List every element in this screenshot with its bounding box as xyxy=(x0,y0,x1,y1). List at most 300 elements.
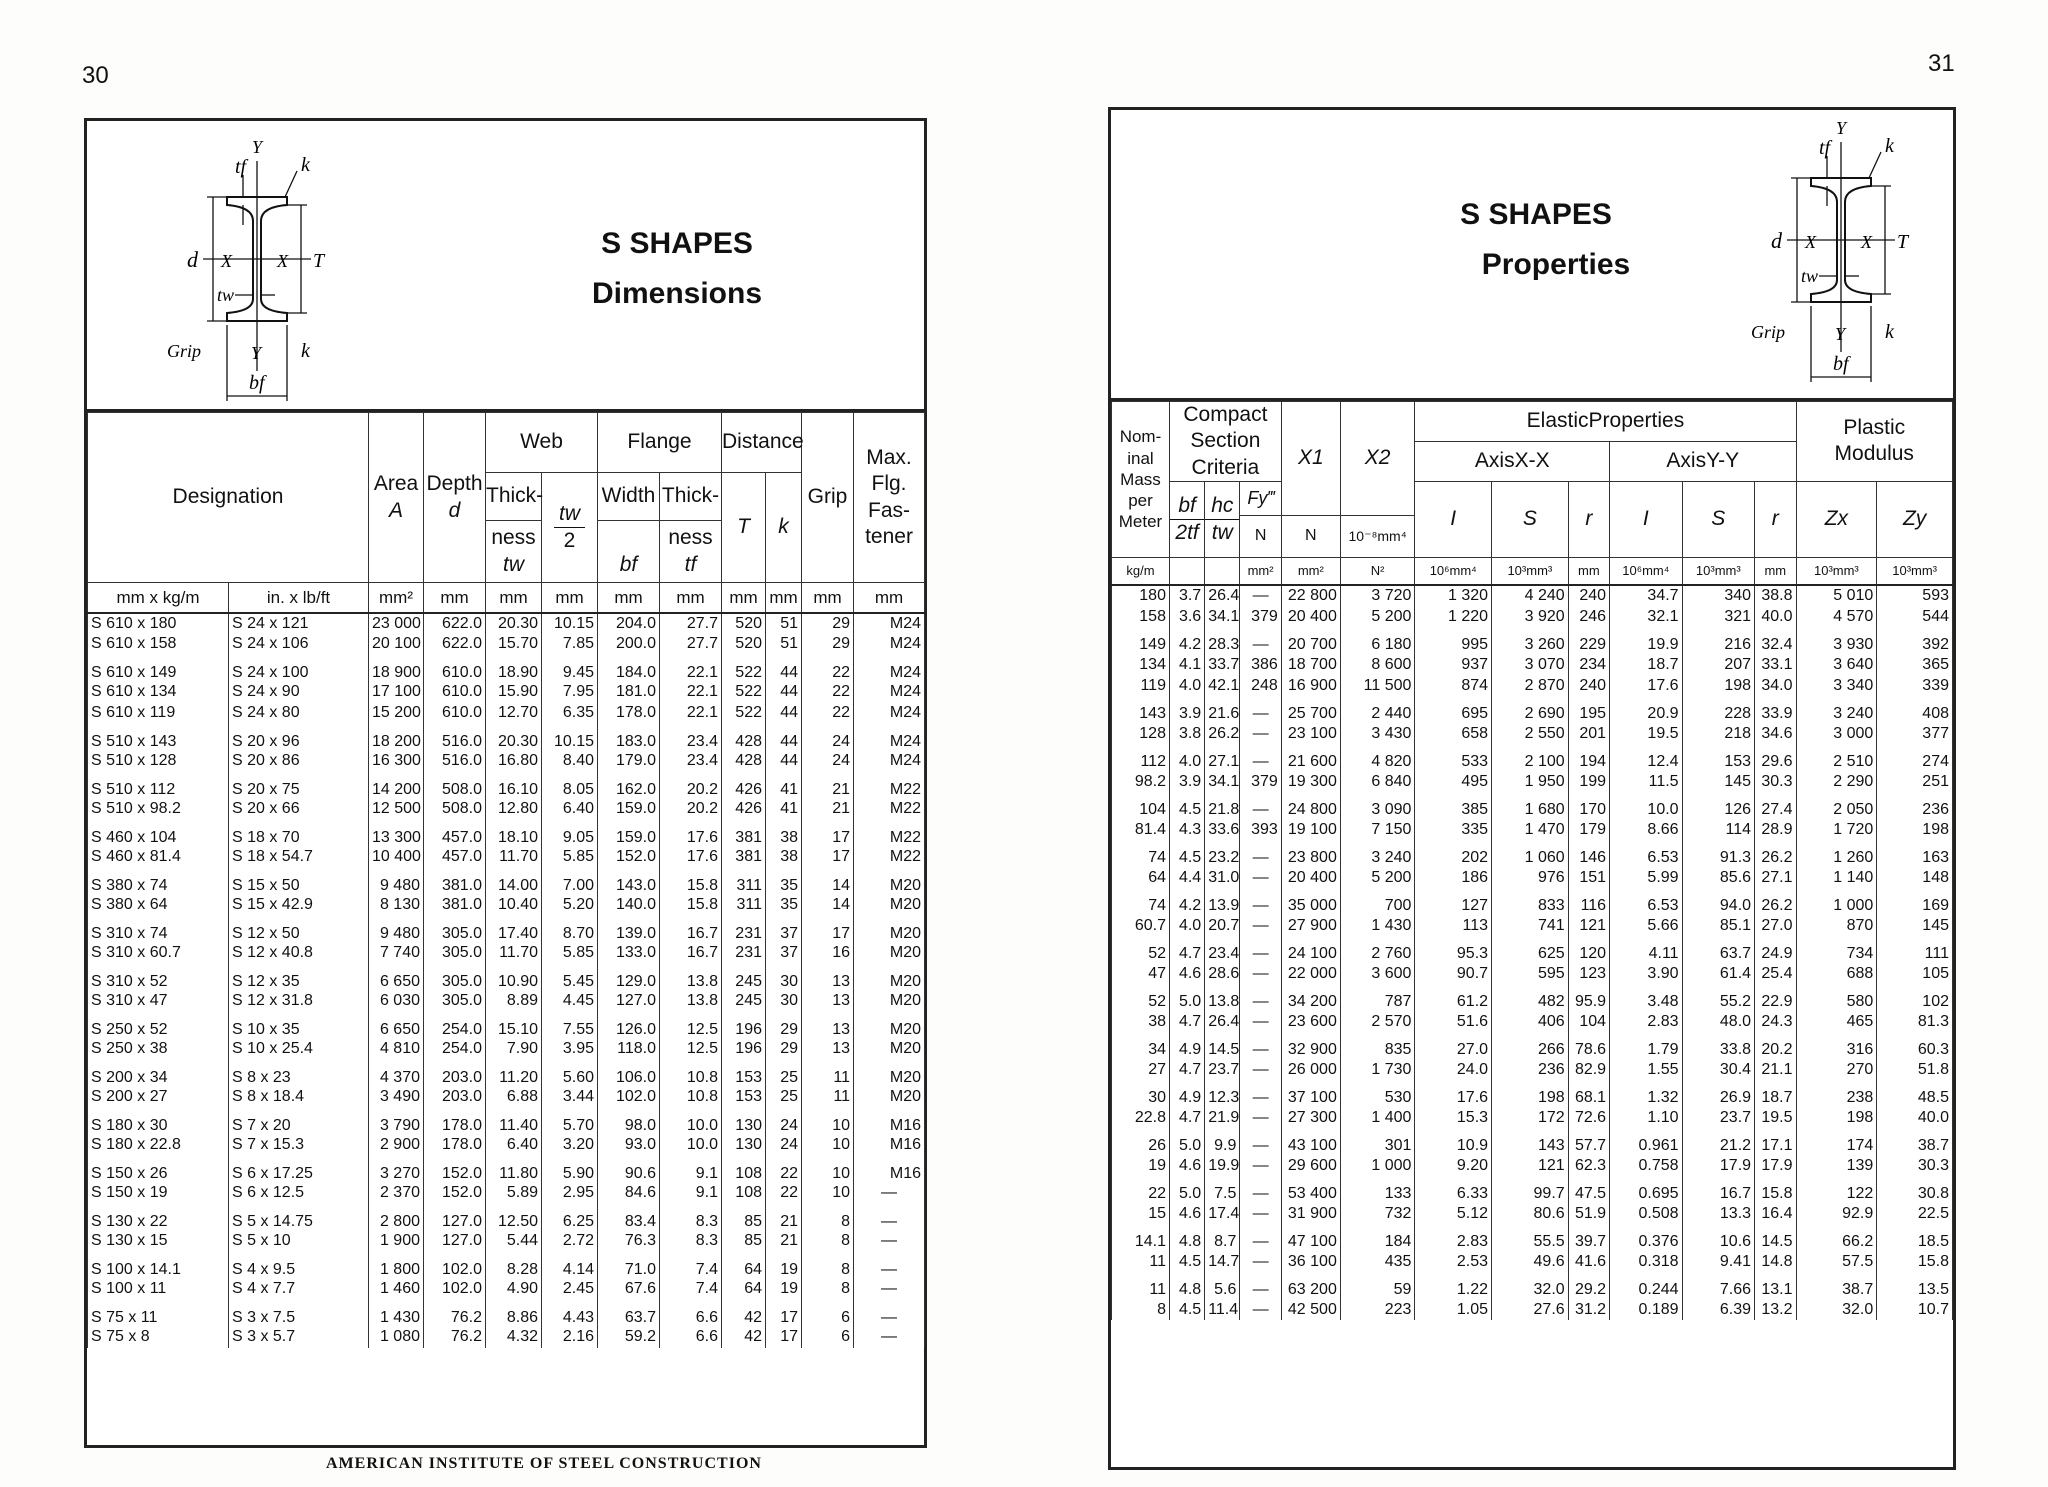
table-cell: — xyxy=(1240,744,1281,771)
table-cell: 102.0 xyxy=(424,1279,486,1300)
table-cell: 4.6 xyxy=(1169,1155,1204,1176)
table-cell: 533 xyxy=(1415,744,1492,771)
col-group-plastic: Plastic Modulus xyxy=(1796,402,1953,482)
table-cell: 305.0 xyxy=(424,991,486,1012)
table-cell: 129.0 xyxy=(598,964,660,991)
table-cell: 85 xyxy=(722,1231,766,1252)
col-axis-y-I: I xyxy=(1610,481,1682,557)
table-row xyxy=(88,799,925,820)
table-row xyxy=(1112,1155,1953,1176)
table-cell: 29 xyxy=(802,613,854,634)
table-cell: 40.0 xyxy=(1755,606,1796,627)
table-cell: 508.0 xyxy=(424,799,486,820)
table-cell: — xyxy=(1240,1128,1281,1155)
table-cell: 688 xyxy=(1796,963,1877,984)
table-cell: 67.6 xyxy=(598,1279,660,1300)
table-cell: 17 xyxy=(766,1300,802,1327)
table-cell: 33.8 xyxy=(1682,1032,1754,1059)
table-cell: 17 xyxy=(802,847,854,868)
table-row xyxy=(88,1108,925,1135)
table-row xyxy=(88,655,925,682)
table-cell: 74 xyxy=(1112,840,1170,867)
table-cell: S 10 x 35 xyxy=(229,1012,369,1039)
table-cell: S 24 x 90 xyxy=(229,682,369,703)
properties-header xyxy=(1111,110,1953,401)
table-cell: — xyxy=(854,1279,925,1300)
table-row xyxy=(1112,963,1953,984)
table-cell: 26 000 xyxy=(1281,1059,1340,1080)
page-number-right: 31 xyxy=(1928,50,1955,77)
table-cell: 85.6 xyxy=(1682,867,1754,888)
table-cell: 17.6 xyxy=(1610,675,1682,696)
table-cell: 194 xyxy=(1568,744,1609,771)
table-cell: 3 240 xyxy=(1796,696,1877,723)
table-cell: 4.5 xyxy=(1169,1251,1204,1272)
table-cell: 20 400 xyxy=(1281,606,1340,627)
table-cell: 8 xyxy=(802,1231,854,1252)
table-cell: 179 xyxy=(1568,819,1609,840)
table-cell: 57.5 xyxy=(1796,1251,1877,1272)
table-cell: 20.30 xyxy=(486,724,542,751)
table-cell: M20 xyxy=(854,895,925,916)
table-cell: 741 xyxy=(1492,915,1569,936)
table-cell: 126 xyxy=(1682,792,1754,819)
table-cell: 13.1 xyxy=(1755,1272,1796,1299)
table-row xyxy=(88,1204,925,1231)
table-cell: 4.7 xyxy=(1169,936,1204,963)
table-row xyxy=(1112,1299,1953,1320)
table-cell: 178.0 xyxy=(424,1108,486,1135)
table-cell: 20 100 xyxy=(369,634,424,655)
table-cell: 184.0 xyxy=(598,655,660,682)
table-cell: 92.9 xyxy=(1796,1203,1877,1224)
table-cell: 6 030 xyxy=(369,991,424,1012)
table-cell: 6.53 xyxy=(1610,888,1682,915)
table-cell: 522 xyxy=(722,682,766,703)
table-cell: 128 xyxy=(1112,723,1170,744)
table-row xyxy=(88,1279,925,1300)
table-cell: 580 xyxy=(1796,984,1877,1011)
table-cell: 520 xyxy=(722,613,766,634)
table-cell: S 12 x 35 xyxy=(229,964,369,991)
table-cell: 81.4 xyxy=(1112,819,1170,840)
table-cell: 19 xyxy=(1112,1155,1170,1176)
table-row xyxy=(88,1300,925,1327)
table-cell: 203.0 xyxy=(424,1060,486,1087)
table-cell: 78.6 xyxy=(1568,1032,1609,1059)
table-cell: S 460 x 81.4 xyxy=(88,847,229,868)
table-cell: 139.0 xyxy=(598,916,660,943)
table-cell: 153 xyxy=(722,1060,766,1087)
table-cell: 379 xyxy=(1240,606,1281,627)
table-cell: 311 xyxy=(722,895,766,916)
table-cell: S 510 x 143 xyxy=(88,724,229,751)
table-cell: — xyxy=(1240,1251,1281,1272)
table-cell: 16.7 xyxy=(660,916,722,943)
table-cell: 7.95 xyxy=(542,682,598,703)
table-cell: 13 300 xyxy=(369,820,424,847)
table-cell: 386 xyxy=(1240,654,1281,675)
table-cell: 24 xyxy=(766,1108,802,1135)
table-cell: 143 xyxy=(1112,696,1170,723)
table-cell: 1 140 xyxy=(1796,867,1877,888)
table-cell: 159.0 xyxy=(598,820,660,847)
table-cell: 19.5 xyxy=(1610,723,1682,744)
table-cell: 1 460 xyxy=(369,1279,424,1300)
table-cell: 145 xyxy=(1682,771,1754,792)
table-cell: S 12 x 40.8 xyxy=(229,943,369,964)
table-cell: 37 xyxy=(766,943,802,964)
table-cell: 6.25 xyxy=(542,1204,598,1231)
table-cell: 3 930 xyxy=(1796,627,1877,654)
table-row xyxy=(1112,792,1953,819)
table-cell: 1 400 xyxy=(1340,1107,1415,1128)
table-cell: S 610 x 158 xyxy=(88,634,229,655)
table-cell: 195 xyxy=(1568,696,1609,723)
table-cell: 8.89 xyxy=(486,991,542,1012)
table-cell: 10 xyxy=(802,1135,854,1156)
table-cell: 33.7 xyxy=(1205,654,1240,675)
col-grip: Grip xyxy=(802,413,854,583)
table-cell: 62.3 xyxy=(1568,1155,1609,1176)
table-cell: 18.10 xyxy=(486,820,542,847)
table-cell: 23.4 xyxy=(660,724,722,751)
table-cell: 13.3 xyxy=(1682,1203,1754,1224)
table-cell: — xyxy=(1240,1080,1281,1107)
dim-unit-7: mm xyxy=(660,583,722,613)
col-axis-y-S: S xyxy=(1682,481,1754,557)
dim-unit-4: mm xyxy=(486,583,542,613)
table-cell: 4.90 xyxy=(486,1279,542,1300)
table-cell: 622.0 xyxy=(424,634,486,655)
table-cell: 41.6 xyxy=(1568,1251,1609,1272)
table-cell: 12.3 xyxy=(1205,1080,1240,1107)
table-row xyxy=(1112,771,1953,792)
table-cell: 27 300 xyxy=(1281,1107,1340,1128)
table-row xyxy=(1112,819,1953,840)
col-x1: X1 xyxy=(1281,402,1340,516)
table-cell: 5.70 xyxy=(542,1108,598,1135)
table-cell: 5.85 xyxy=(542,943,598,964)
table-cell: 234 xyxy=(1568,654,1609,675)
table-cell: 3 090 xyxy=(1340,792,1415,819)
table-cell: 4.2 xyxy=(1169,888,1204,915)
table-cell: 10.8 xyxy=(660,1087,722,1108)
table-cell: 27.7 xyxy=(660,634,722,655)
table-cell: M24 xyxy=(854,751,925,772)
table-row xyxy=(88,613,925,634)
table-cell: 4.5 xyxy=(1169,840,1204,867)
table-row xyxy=(88,1327,925,1348)
table-cell: 530 xyxy=(1340,1080,1415,1107)
table-cell: 7.66 xyxy=(1682,1272,1754,1299)
table-cell: 7.4 xyxy=(660,1252,722,1279)
table-cell: S 130 x 22 xyxy=(88,1204,229,1231)
table-cell: 6 xyxy=(802,1300,854,1327)
table-cell: 392 xyxy=(1877,627,1953,654)
table-cell: 29 xyxy=(766,1039,802,1060)
table-cell: 10.90 xyxy=(486,964,542,991)
table-cell: 33.6 xyxy=(1205,819,1240,840)
dimensions-table xyxy=(87,412,925,1348)
table-cell: 120 xyxy=(1568,936,1609,963)
prop-unit-1 xyxy=(1169,557,1204,585)
table-cell: 2.16 xyxy=(542,1327,598,1348)
table-cell: 5.6 xyxy=(1205,1272,1240,1299)
table-cell: 228 xyxy=(1682,696,1754,723)
table-cell: 6 840 xyxy=(1340,771,1415,792)
diagram-label-grip: Grip xyxy=(1751,322,1786,342)
table-cell: 23.2 xyxy=(1205,840,1240,867)
table-cell: 7.00 xyxy=(542,868,598,895)
table-cell: M20 xyxy=(854,943,925,964)
table-cell: 10.15 xyxy=(542,724,598,751)
table-cell: S 24 x 106 xyxy=(229,634,369,655)
table-cell: 8 600 xyxy=(1340,654,1415,675)
diagram-label-t: T xyxy=(1897,231,1909,253)
table-cell: 2 050 xyxy=(1796,792,1877,819)
table-cell: S 610 x 180 xyxy=(88,613,229,634)
table-cell: S 75 x 11 xyxy=(88,1300,229,1327)
table-cell: 95.9 xyxy=(1568,984,1609,1011)
col-hc-tw: hc tw xyxy=(1205,481,1240,557)
table-cell: 39.7 xyxy=(1568,1224,1609,1251)
table-cell: 2.72 xyxy=(542,1231,598,1252)
dim-unit-8: mm xyxy=(722,583,766,613)
table-cell: 4.3 xyxy=(1169,819,1204,840)
diagram-label-x-right: X xyxy=(277,251,288,271)
table-cell: 22 xyxy=(766,1183,802,1204)
table-cell: 19 xyxy=(766,1279,802,1300)
table-cell: 6 650 xyxy=(369,1012,424,1039)
diagram-label-y-top: Y xyxy=(1836,118,1847,138)
table-cell: S 200 x 27 xyxy=(88,1087,229,1108)
table-cell: 29 xyxy=(802,634,854,655)
table-cell: 9.1 xyxy=(660,1156,722,1183)
table-cell: 10.15 xyxy=(542,613,598,634)
table-cell: 24 xyxy=(766,1135,802,1156)
table-cell: 305.0 xyxy=(424,943,486,964)
table-cell: 305.0 xyxy=(424,964,486,991)
diagram-label-d: d xyxy=(187,247,198,272)
table-cell: S 3 x 5.7 xyxy=(229,1327,369,1348)
table-cell: 17.6 xyxy=(1415,1080,1492,1107)
table-cell: M22 xyxy=(854,772,925,799)
table-cell: 27.1 xyxy=(1755,867,1796,888)
table-cell: 0.758 xyxy=(1610,1155,1682,1176)
table-cell: 11.70 xyxy=(486,943,542,964)
table-cell: 44 xyxy=(766,724,802,751)
table-cell: 14.00 xyxy=(486,868,542,895)
table-cell: 57.7 xyxy=(1568,1128,1609,1155)
table-cell: 4.0 xyxy=(1169,915,1204,936)
table-cell: 15.70 xyxy=(486,634,542,655)
table-cell: 8.86 xyxy=(486,1300,542,1327)
table-cell: 32.0 xyxy=(1492,1272,1569,1299)
table-cell: 98.0 xyxy=(598,1108,660,1135)
diagram-label-k-top: k xyxy=(301,154,310,176)
col-flange-width-2: bf xyxy=(598,521,660,583)
table-cell: 6.40 xyxy=(542,799,598,820)
table-cell: 248 xyxy=(1240,675,1281,696)
table-cell: 12.5 xyxy=(660,1012,722,1039)
table-cell: 21.8 xyxy=(1205,792,1240,819)
table-row xyxy=(88,682,925,703)
table-cell: 1 320 xyxy=(1415,585,1492,606)
table-cell: 184 xyxy=(1340,1224,1415,1251)
table-cell: 111 xyxy=(1877,936,1953,963)
table-cell: 457.0 xyxy=(424,820,486,847)
table-cell: 152.0 xyxy=(424,1183,486,1204)
table-cell: 218 xyxy=(1682,723,1754,744)
table-cell: M22 xyxy=(854,799,925,820)
table-cell: 5.60 xyxy=(542,1060,598,1087)
table-cell: 9.41 xyxy=(1682,1251,1754,1272)
table-cell: 17 xyxy=(802,820,854,847)
table-cell: 1 220 xyxy=(1415,606,1492,627)
page-title-left: S SHAPES xyxy=(601,227,753,260)
table-cell: 16 900 xyxy=(1281,675,1340,696)
table-cell: 26.4 xyxy=(1205,585,1240,606)
table-cell: S 510 x 128 xyxy=(88,751,229,772)
table-cell: 25 xyxy=(766,1060,802,1087)
table-cell: 4.8 xyxy=(1169,1272,1204,1299)
diagram-label-bf: bf xyxy=(249,372,265,394)
table-cell: 47.5 xyxy=(1568,1176,1609,1203)
table-cell: — xyxy=(1240,723,1281,744)
table-cell: 316 xyxy=(1796,1032,1877,1059)
table-cell: 2 100 xyxy=(1492,744,1569,771)
table-cell: 29 600 xyxy=(1281,1155,1340,1176)
table-cell: — xyxy=(854,1183,925,1204)
table-cell: 270 xyxy=(1796,1059,1877,1080)
table-cell: 6 180 xyxy=(1340,627,1415,654)
table-cell: 2 290 xyxy=(1796,771,1877,792)
table-cell: 29.6 xyxy=(1755,744,1796,771)
dim-unit-6: mm xyxy=(598,583,660,613)
table-cell: — xyxy=(1240,888,1281,915)
table-cell: 53 400 xyxy=(1281,1176,1340,1203)
table-cell: S 380 x 64 xyxy=(88,895,229,916)
table-row xyxy=(1112,675,1953,696)
table-cell: — xyxy=(1240,1203,1281,1224)
table-cell: 174 xyxy=(1796,1128,1877,1155)
table-cell: 3.20 xyxy=(542,1135,598,1156)
table-cell: 19.5 xyxy=(1755,1107,1796,1128)
table-cell: 196 xyxy=(722,1012,766,1039)
table-cell: 38 xyxy=(1112,1011,1170,1032)
table-row xyxy=(1112,606,1953,627)
table-row xyxy=(1112,936,1953,963)
table-cell: M24 xyxy=(854,724,925,751)
table-cell: 593 xyxy=(1877,585,1953,606)
table-cell: 18.7 xyxy=(1755,1080,1796,1107)
table-cell: 17.1 xyxy=(1755,1128,1796,1155)
table-cell: 4.2 xyxy=(1169,627,1204,654)
table-cell: 3.6 xyxy=(1169,606,1204,627)
table-cell: 102.0 xyxy=(598,1087,660,1108)
table-cell: 51.8 xyxy=(1877,1059,1953,1080)
table-row xyxy=(1112,1128,1953,1155)
table-cell: 4.7 xyxy=(1169,1011,1204,1032)
table-cell: 169 xyxy=(1877,888,1953,915)
table-cell: 26.2 xyxy=(1205,723,1240,744)
table-cell: 61.2 xyxy=(1415,984,1492,1011)
table-cell: 34.0 xyxy=(1755,675,1796,696)
table-row xyxy=(1112,1176,1953,1203)
prop-unit-3: mm² xyxy=(1240,557,1281,585)
table-cell: 198 xyxy=(1492,1080,1569,1107)
table-cell: 139 xyxy=(1796,1155,1877,1176)
table-cell: 198 xyxy=(1877,819,1953,840)
table-cell: 183.0 xyxy=(598,724,660,751)
table-cell: 995 xyxy=(1415,627,1492,654)
table-cell: 8 xyxy=(802,1279,854,1300)
table-cell: 3 260 xyxy=(1492,627,1569,654)
table-cell: 3 920 xyxy=(1492,606,1569,627)
prop-unit-11: mm xyxy=(1755,557,1796,585)
table-cell: 134 xyxy=(1112,654,1170,675)
table-cell: 3.8 xyxy=(1169,723,1204,744)
table-cell: 3.9 xyxy=(1169,771,1204,792)
table-row xyxy=(1112,627,1953,654)
table-cell: 30 xyxy=(766,964,802,991)
table-cell: 32.1 xyxy=(1610,606,1682,627)
table-cell: 22 xyxy=(1112,1176,1170,1203)
prop-unit-8: mm xyxy=(1568,557,1609,585)
table-cell: 4.7 xyxy=(1169,1107,1204,1128)
table-cell: 28.6 xyxy=(1205,963,1240,984)
table-cell: 2 900 xyxy=(369,1135,424,1156)
table-cell: 153 xyxy=(1682,744,1754,771)
table-cell: 60.7 xyxy=(1112,915,1170,936)
table-cell: 9.45 xyxy=(542,655,598,682)
table-cell: 44 xyxy=(766,682,802,703)
table-cell: 20.7 xyxy=(1205,915,1240,936)
table-cell: — xyxy=(854,1327,925,1348)
table-cell: 198 xyxy=(1682,675,1754,696)
table-cell: 610.0 xyxy=(424,682,486,703)
diagram-label-tw: tw xyxy=(217,285,235,305)
diagram-label-grip: Grip xyxy=(167,341,202,361)
table-cell: 14 xyxy=(802,868,854,895)
table-cell: M16 xyxy=(854,1135,925,1156)
table-cell: 18.7 xyxy=(1610,654,1682,675)
table-cell: 10 xyxy=(802,1108,854,1135)
table-cell: 34.6 xyxy=(1755,723,1796,744)
table-cell: 5.20 xyxy=(542,895,598,916)
table-cell: 13 xyxy=(802,1012,854,1039)
table-cell: 59.2 xyxy=(598,1327,660,1348)
table-cell: 870 xyxy=(1796,915,1877,936)
col-max-flg-fastener: Max. Flg. Fas- tener xyxy=(854,413,925,583)
table-cell: 339 xyxy=(1877,675,1953,696)
table-cell: 13 xyxy=(802,991,854,1012)
table-cell: 1.22 xyxy=(1415,1272,1492,1299)
table-cell: 40.0 xyxy=(1877,1107,1953,1128)
table-cell: 31.2 xyxy=(1568,1299,1609,1320)
table-cell: 15.90 xyxy=(486,682,542,703)
table-cell: — xyxy=(1240,1176,1281,1203)
table-cell: 695 xyxy=(1415,696,1492,723)
table-cell: 28.9 xyxy=(1755,819,1796,840)
table-cell: 198 xyxy=(1796,1107,1877,1128)
table-cell: 28.3 xyxy=(1205,627,1240,654)
table-cell: 99.7 xyxy=(1492,1176,1569,1203)
table-cell: 21 xyxy=(766,1204,802,1231)
table-row xyxy=(1112,840,1953,867)
table-cell: M20 xyxy=(854,991,925,1012)
